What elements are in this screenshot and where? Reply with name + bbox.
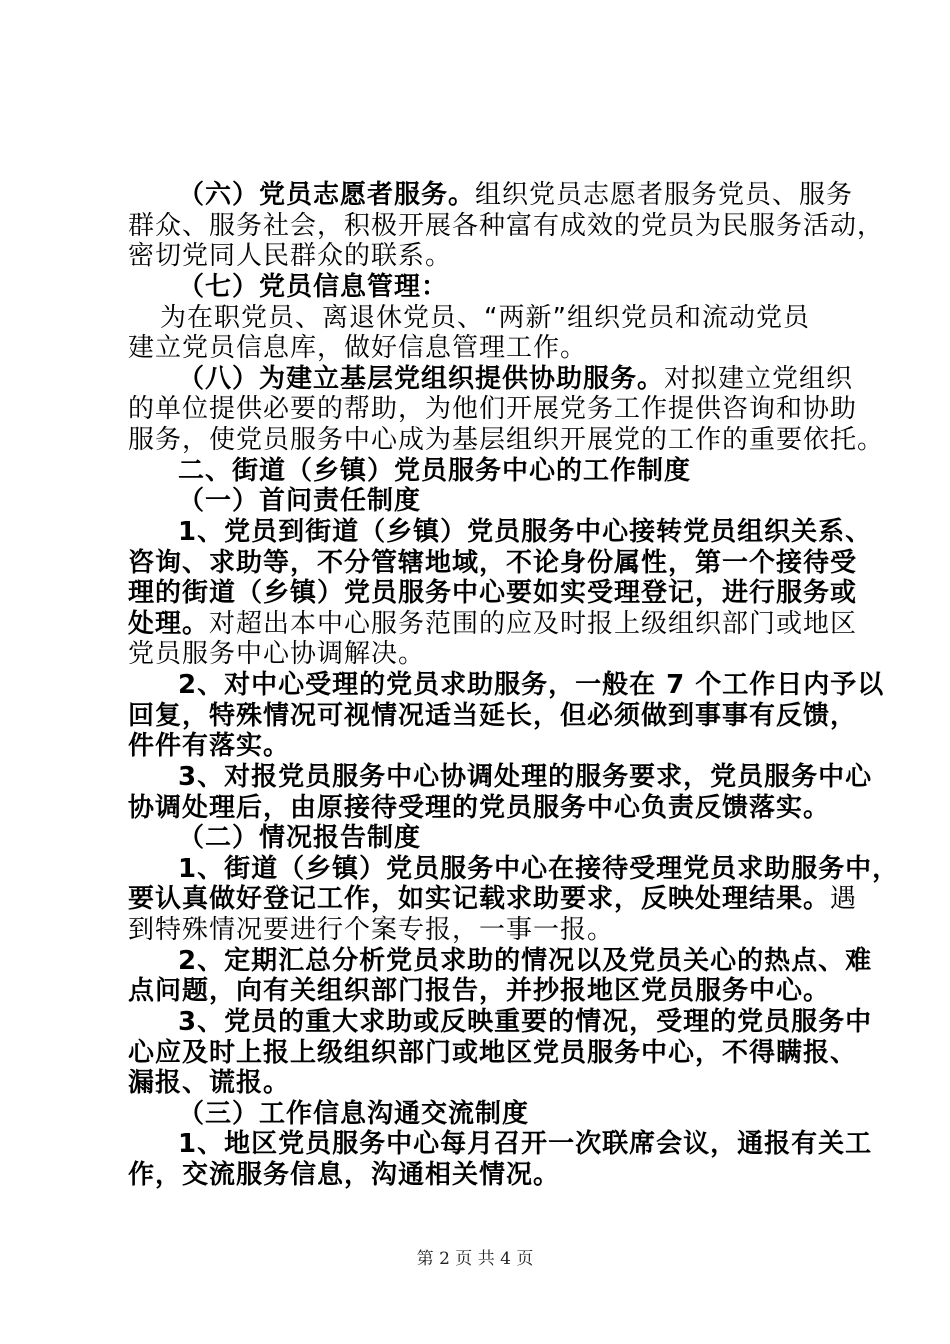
text-line: 心应及时上报上级组织部门或地区党员服务中心，不得瞒报、 (128, 1038, 858, 1068)
subsection-heading: （二）情况报告制度 (178, 823, 422, 853)
text-line: 要认真做好登记工作，如实记载求助要求，反映处理结果。遇 (128, 884, 858, 914)
section-heading: 二、街道（乡镇）党员服务中心的工作制度 (178, 456, 692, 486)
text-line: 咨询、求助等，不分管辖地域，不论身份属性，第一个接待受 (128, 548, 858, 578)
text-line: 到特殊情况要进行个案专报，一事一报。 (128, 915, 615, 945)
text-line: 的单位提供必要的帮助，为他们开展党务工作提供咨询和协助 (128, 394, 858, 424)
text-line: 党员服务中心协调解决。 (128, 639, 426, 669)
text-line: 1、党员到街道（乡镇）党员服务中心接转党员组织关系、 (178, 517, 873, 547)
text-line: 密切党同人民群众的联系。 (128, 241, 453, 271)
text-line: 作，交流服务信息，沟通相关情况。 (128, 1160, 561, 1190)
text-line: 件件有落实。 (128, 731, 291, 761)
text-line: （七）党员信息管理： (178, 272, 449, 302)
page-footer: 第 2 页 共 4 页 (416, 1249, 534, 1269)
text-line: （八）为建立基层党组织提供协助服务。对拟建立党组织 (178, 364, 854, 394)
text-line: 点问题，向有关组织部门报告，并抄报地区党员服务中心。 (128, 976, 831, 1006)
text-line: 为在职党员、离退休党员、“两新”组织党员和流动党员 (160, 303, 810, 333)
text-line: 2、对中心受理的党员求助服务，一般在 7 个工作日内予以 (178, 670, 885, 700)
text-line: 3、对报党员服务中心协调处理的服务要求，党员服务中心 (178, 762, 873, 792)
text-line: 3、党员的重大求助或反映重要的情况，受理的党员服务中 (178, 1007, 873, 1037)
text-line: 理的街道（乡镇）党员服务中心要如实受理登记，进行服务或 (128, 578, 858, 608)
text-line: 建立党员信息库，做好信息管理工作。 (128, 333, 588, 363)
text-line: 1、街道（乡镇）党员服务中心在接待受理党员求助服务中， (178, 854, 900, 884)
text-line: 漏报、谎报。 (128, 1068, 291, 1098)
text-line: 服务，使党员服务中心成为基层组织开展党的工作的重要依托。 (128, 425, 885, 455)
subsection-heading: （三）工作信息沟通交流制度 (178, 1099, 530, 1129)
text-line: 协调处理后，由原接待受理的党员服务中心负责反馈落实。 (128, 793, 831, 823)
text-line: 回复，特殊情况可视情况适当延长，但必须做到事事有反馈， (128, 701, 858, 731)
text-line: 群众、服务社会，积极开展各种富有成效的党员为民服务活动， (128, 211, 885, 241)
subsection-heading: （一）首问责任制度 (178, 486, 422, 516)
text-line: 处理。对超出本中心服务范围的应及时报上级组织部门或地区 (128, 609, 858, 639)
text-line: （六）党员志愿者服务。组织党员志愿者服务党员、服务 (178, 180, 854, 210)
text-line: 2、定期汇总分析党员求助的情况以及党员关心的热点、难 (178, 946, 873, 976)
text-line: 1、地区党员服务中心每月召开一次联席会议，通报有关工 (178, 1129, 873, 1159)
